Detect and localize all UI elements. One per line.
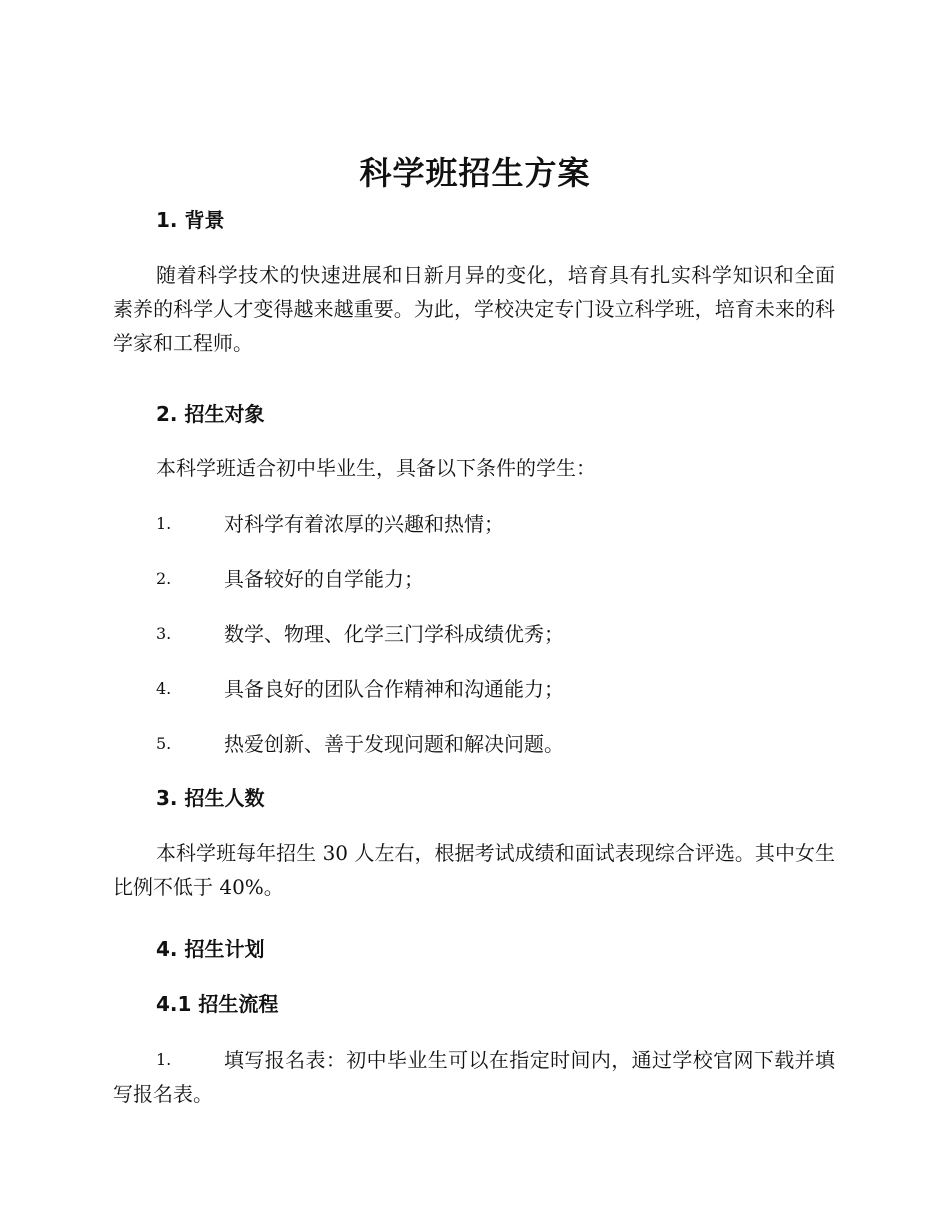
process-step <box>113 1043 835 1111</box>
target-intro-paragraph: 本科学班适合初中毕业生，具备以下条件的学生： <box>156 456 596 480</box>
list-item-text: 具备较好的自学能力； <box>224 567 424 591</box>
section-heading-background: 1. 背景 <box>156 208 225 232</box>
section-heading-plan: 4. 招生计划 <box>156 937 265 961</box>
process-step-number: 1. <box>156 1050 172 1069</box>
background-paragraph: 随着科学技术的快速进展和日新月异的变化，培育具有扎实科学知识和全面素养的科学人才变得越来越重要。为此，学校决定专门设立科学班，培育未来的科学家和工程师。 <box>113 263 835 355</box>
subsection-heading-process: 4.1 招生流程 <box>156 992 279 1016</box>
process-step-text: 填写报名表：初中毕业生可以在指定时间内，通过学校官网下载并填写报名表。 <box>113 1048 835 1106</box>
list-item-number: 2. <box>156 569 172 588</box>
quota-paragraph: 本科学班每年招生 30 人左右，根据考试成绩和面试表现综合评选。其中女生比例不低于 40%。 <box>113 841 835 899</box>
list-item-number: 1. <box>156 514 172 533</box>
list-item-text: 对科学有着浓厚的兴趣和热情； <box>224 512 504 536</box>
document-title: 科学班招生方案 <box>359 154 591 192</box>
list-item-number: 3. <box>156 624 172 643</box>
section-heading-target: 2. 招生对象 <box>156 402 265 426</box>
section-heading-quota: 3. 招生人数 <box>156 786 265 810</box>
list-item-text: 具备良好的团队合作精神和沟通能力； <box>224 677 564 701</box>
list-item-number: 5. <box>156 734 172 753</box>
list-item-text: 数学、物理、化学三门学科成绩优秀； <box>224 622 564 646</box>
list-item-number: 4. <box>156 679 172 698</box>
list-item-text: 热爱创新、善于发现问题和解决问题。 <box>224 732 564 756</box>
